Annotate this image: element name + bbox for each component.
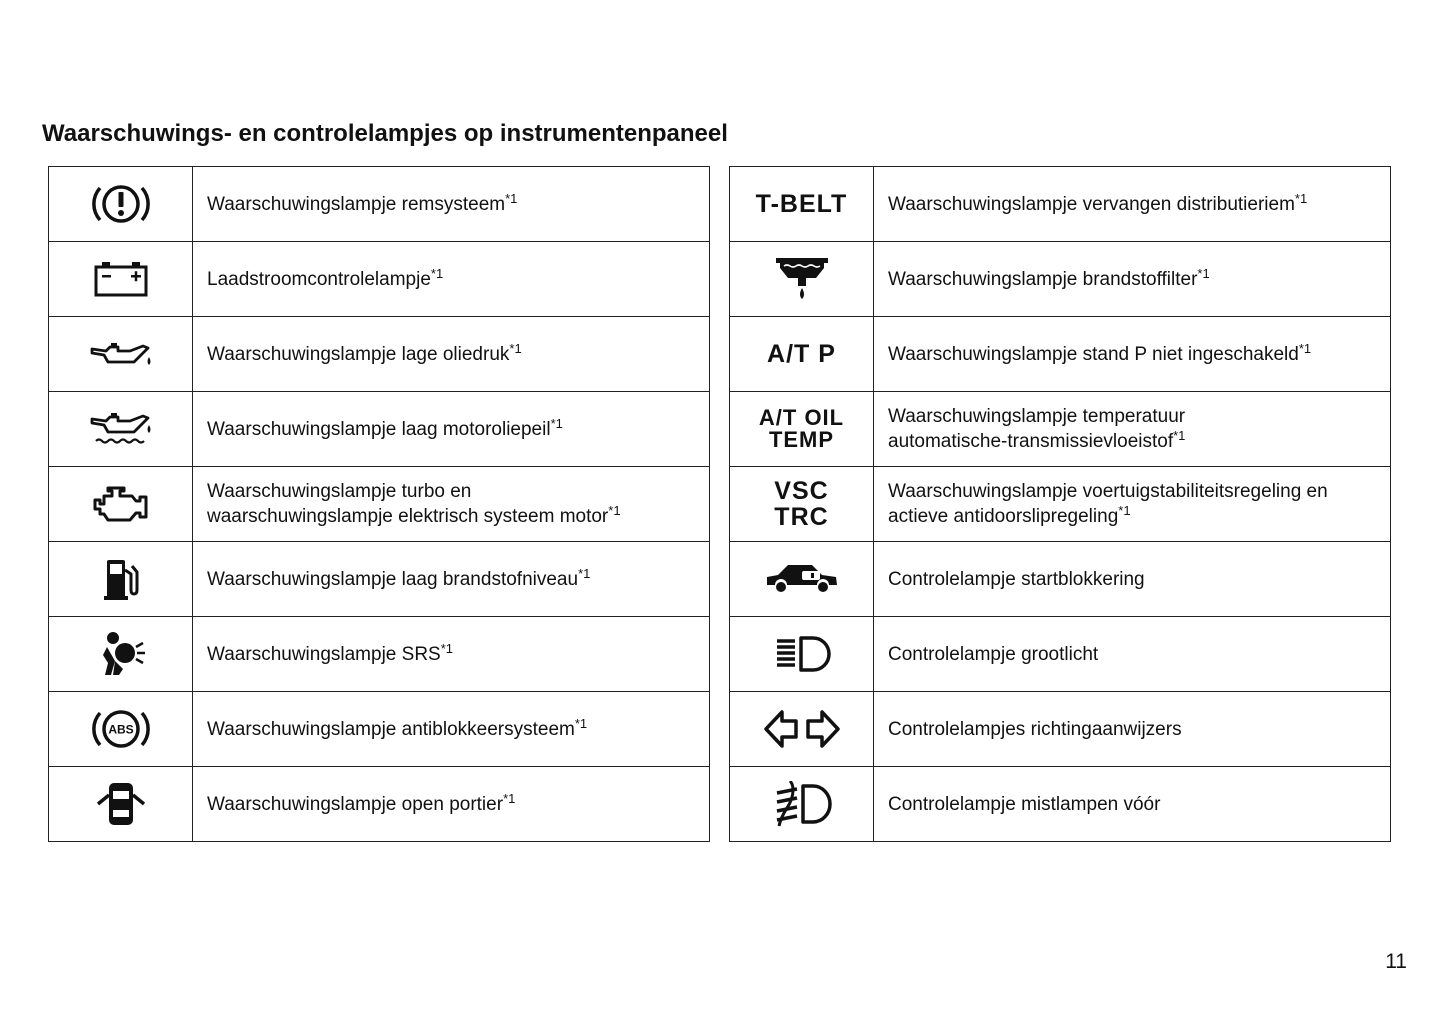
- right-lamp-table: [729, 166, 1391, 842]
- high-beam-icon: [771, 633, 833, 675]
- at-oil-temp-icon: A/T OIL TEMP: [758, 404, 845, 452]
- open-door-icon: [93, 779, 149, 829]
- lamp-description: Waarschuwingslampje brandstoffilter$^{*1}$: [874, 242, 1391, 317]
- table-row: [730, 317, 1391, 392]
- table-row: [49, 242, 710, 317]
- table-row: [49, 692, 710, 767]
- table-row: [49, 467, 710, 542]
- lamp-description: Waarschuwingslampje lage oliedruk$^{*1}$: [193, 317, 710, 392]
- lamp-description: Waarschuwingslampje laag motoroliepeil$^{*1}$: [193, 392, 710, 467]
- t-belt-icon: T-BELT: [755, 190, 848, 218]
- at-p-icon: A/T P: [767, 340, 836, 368]
- front-fog-lamp-icon: [771, 781, 833, 827]
- lamp-description: Waarschuwingslampje remsysteem$^{*1}$: [193, 167, 710, 242]
- table-row: [730, 167, 1391, 242]
- left-lamp-table: [48, 166, 710, 842]
- vsc-trc-icon: VSC TRC: [774, 477, 829, 531]
- engine-icon: [90, 482, 152, 526]
- lamp-description: Waarschuwingslampje voertuigstabiliteitsregeling en actieve antidoorslipregeling$^{*1}$: [874, 467, 1391, 542]
- table-row: [730, 767, 1391, 842]
- brake-warning-icon: [91, 179, 151, 229]
- page-number: 11: [1385, 950, 1407, 973]
- lamp-description: Waarschuwingslampje vervangen distributieriem$^{*1}$: [874, 167, 1391, 242]
- oil-pressure-icon: [88, 337, 154, 371]
- battery-icon: [91, 259, 151, 299]
- table-row: [730, 242, 1391, 317]
- table-row: [49, 767, 710, 842]
- table-row: [730, 617, 1391, 692]
- lamp-description: Controlelampje startblokkering: [874, 542, 1391, 617]
- turn-signal-arrows-icon: [763, 707, 841, 751]
- table-row: [49, 167, 710, 242]
- table-row: [49, 542, 710, 617]
- lamp-description: Waarschuwingslampje turbo en waarschuwingslampje elektrisch systeem motor$^{*1}$: [193, 467, 710, 542]
- lamp-description: Waarschuwingslampje laag brandstofniveau$^{*1}$: [193, 542, 710, 617]
- abs-icon-label: ABS: [107, 722, 134, 737]
- table-row: [730, 392, 1391, 467]
- lamp-description: Laadstroomcontrolelampje$^{*1}$: [193, 242, 710, 317]
- lamp-description: Controlelampje mistlampen vóór: [874, 767, 1391, 842]
- immobilizer-car-key-icon: [764, 559, 840, 599]
- srs-airbag-icon: [93, 629, 149, 679]
- lamp-description: Waarschuwingslampje open portier$^{*1}$: [193, 767, 710, 842]
- lamp-description: Waarschuwingslampje antiblokkeersysteem$^{*1}$: [193, 692, 710, 767]
- table-row: [730, 467, 1391, 542]
- lamp-description: Waarschuwingslampje SRS$^{*1}$: [193, 617, 710, 692]
- fuel-pump-icon: [99, 556, 143, 602]
- oil-level-icon: [88, 409, 154, 449]
- table-row: [49, 392, 710, 467]
- table-row: [730, 692, 1391, 767]
- table-row: [49, 617, 710, 692]
- table-row: [49, 317, 710, 392]
- table-row: [730, 542, 1391, 617]
- lamp-description: Waarschuwingslampje stand P niet ingeschakeld$^{*1}$: [874, 317, 1391, 392]
- lamp-description: Controlelampje grootlicht: [874, 617, 1391, 692]
- page-title: Waarschuwings- en controlelampjes op instrumentenpaneel: [42, 120, 728, 147]
- fuel-filter-icon: [771, 254, 833, 304]
- lamp-description: Waarschuwingslampje temperatuur automatische-transmissievloeistof$^{*1}$: [874, 392, 1391, 467]
- lamp-description: Controlelampjes richtingaanwijzers: [874, 692, 1391, 767]
- abs-icon: [91, 704, 151, 754]
